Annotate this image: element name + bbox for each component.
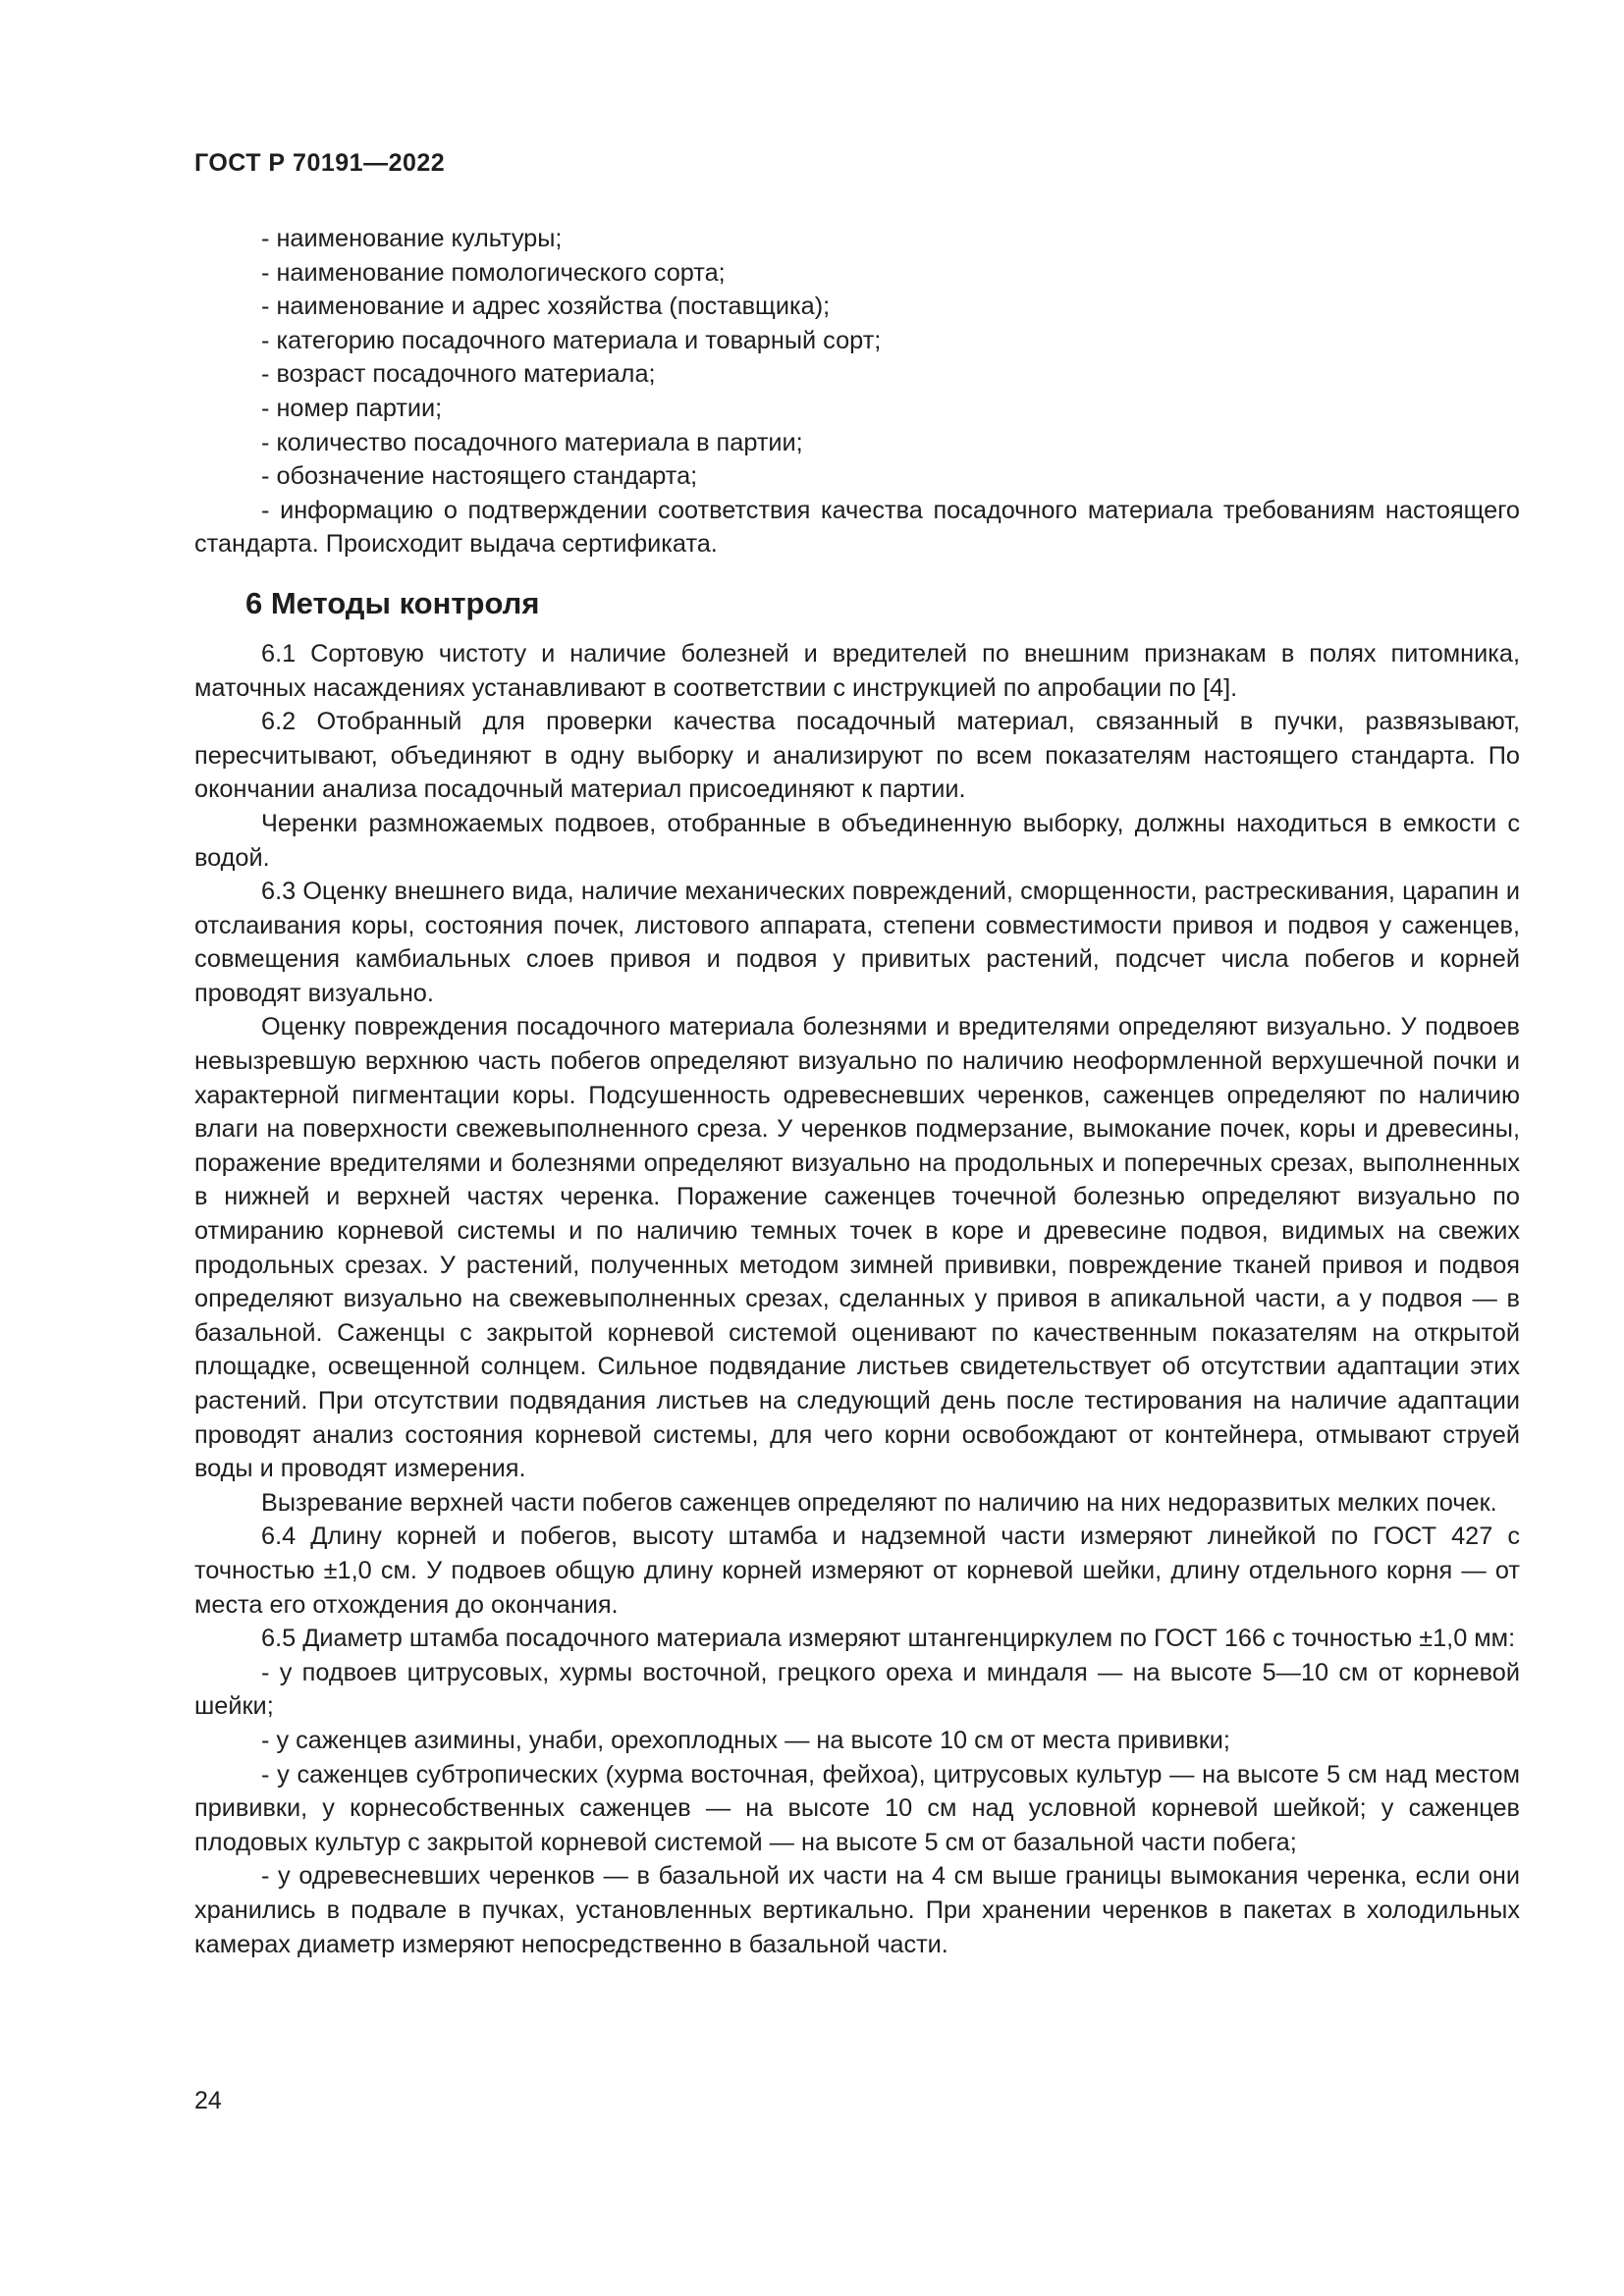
- list-item: - у одревесневших черенков — в базальной их части на 4 см выше границы вымокания черенка, если они хранились в подвале в пучках, установленных вертикально. При хранении черенков в пакетах в холодильных камерах диаметр измеряют непосредственно в базальной части.: [194, 1862, 1520, 1958]
- paragraph: Оценку повреждения посадочного материала болезнями и вредителями определяют визуально. У подвоев невызревшую верхнюю часть побегов определяют визуально по наличию неоформленной верхушечной почки и характерной пигментации коры. Подсушенность одревесневших черенков, саженцев определяют по наличию влаги на поверхности свежевыполненного среза. У черенков подмерзание, вымокание почек, коры и древесины, поражение вредителями и болезнями определяют визуально на продольных и поперечных срезах, выполненных в нижней и верхней частях черенка. Поражение саженцев точечной болезнью определяют визуально по отмиранию корневой системы и по наличию темных точек в коре и древесине подвоя, видимых на свежих продольных срезах. У растений, полученных методом зимней прививки, повреждение тканей привоя и подвоя определяют визуально на свежевыполненных срезах, сделанных у привоя в апикальной части, а у подвоя — в базальной. Саженцы с закрытой корневой системой оценивают по качественным показателям на открытой площадке, освещенной солнцем. Сильное подвядание листьев свидетельствует об отсутствии адаптации этих растений. При отсутствии подвядания листьев на следующий день после тестирования на наличие адаптации проводят анализ состояния корневой системы, для чего корни освобождают от контейнера, отмывают струей воды и проводят измерения.: [194, 1013, 1520, 1483]
- document-header: ГОСТ Р 70191—2022: [194, 149, 446, 177]
- list-item: - наименование помологического сорта;: [261, 258, 726, 287]
- list-item: - номер партии;: [261, 394, 443, 422]
- list-item: - возраст посадочного материала;: [261, 360, 656, 389]
- page-content: [194, 222, 1520, 1961]
- list-item: - наименование культуры;: [261, 225, 563, 252]
- list-item: - информацию о подтверждении соответствия качества посадочного материала требованиям настоящего стандарта. Происходит выдача сертификата.: [194, 496, 1520, 559]
- section-title: 6 Методы контроля: [245, 585, 540, 620]
- paragraph: Вызревание верхней части побегов саженцев определяют по наличию на них недоразвитых мелких почек.: [261, 1488, 1497, 1517]
- paragraph: Черенки размножаемых подвоев, отобранные в объединенную выборку, должны находиться в емкости с водой.: [194, 809, 1520, 872]
- paragraph: 6.5 Диаметр штамба посадочного материала измеряют штангенциркулем по ГОСТ 166 с точностью ±1,0 мм:: [261, 1625, 1516, 1653]
- paragraph: 6.3 Оценку внешнего вида, наличие механических повреждений, сморщенности, растрескивания, царапин и отслаивания коры, состояния почек, листового аппарата, степени совместимости привоя и подвоя у саженцев, совмещения камбиальных слоев привоя и подвоя у привитых растений, подсчет числа побегов и корней проводят визуально.: [194, 878, 1520, 1007]
- page-number: 24: [194, 2087, 222, 2114]
- list-item: - у подвоев цитрусовых, хурмы восточной, грецкого ореха и миндаля — на высоте 5—10 см от корневой шейки;: [194, 1658, 1520, 1721]
- paragraph: 6.2 Отобранный для проверки качества посадочный материал, связанный в пучки, развязывают, пересчитывают, объединяют в одну выборку и анализируют по всем показателям настоящего стандарта. По окончании анализа посадочный материал присоединяют к партии.: [194, 708, 1520, 804]
- list-item: - наименование и адрес хозяйства (поставщика);: [261, 293, 831, 321]
- list-item: - у саженцев азимины, унаби, орехоплодных — на высоте 10 см от места прививки;: [261, 1726, 1230, 1754]
- paragraph: 6.4 Длину корней и побегов, высоту штамба и надземной части измеряют линейкой по ГОСТ 427 с точностью ±1,0 см. У подвоев общую длину корней измеряют от корневой шейки, длину отдельного корня — от места его отхождения до окончания.: [194, 1522, 1520, 1619]
- list-item: - количество посадочного материала в партии;: [261, 428, 803, 456]
- list-item: - категорию посадочного материала и товарный сорт;: [261, 326, 882, 354]
- list-item: - обозначение настоящего стандарта;: [261, 462, 698, 491]
- list-item: - у саженцев субтропических (хурма восточная, фейхоа), цитрусовых культур — на высоте 5 см над местом прививки, у корнесобственных саженцев — на высоте 10 см над условной корневой шейкой; у саженцев плодовых культур с закрытой корневой системой — на высоте 5 см от базальной части побега;: [194, 1760, 1520, 1856]
- paragraph: 6.1 Сортовую чистоту и наличие болезней и вредителей по внешним признакам в полях питомника, маточных насаждениях устанавливают в соответствии с инструкцией по апробации по [4].: [194, 639, 1520, 702]
